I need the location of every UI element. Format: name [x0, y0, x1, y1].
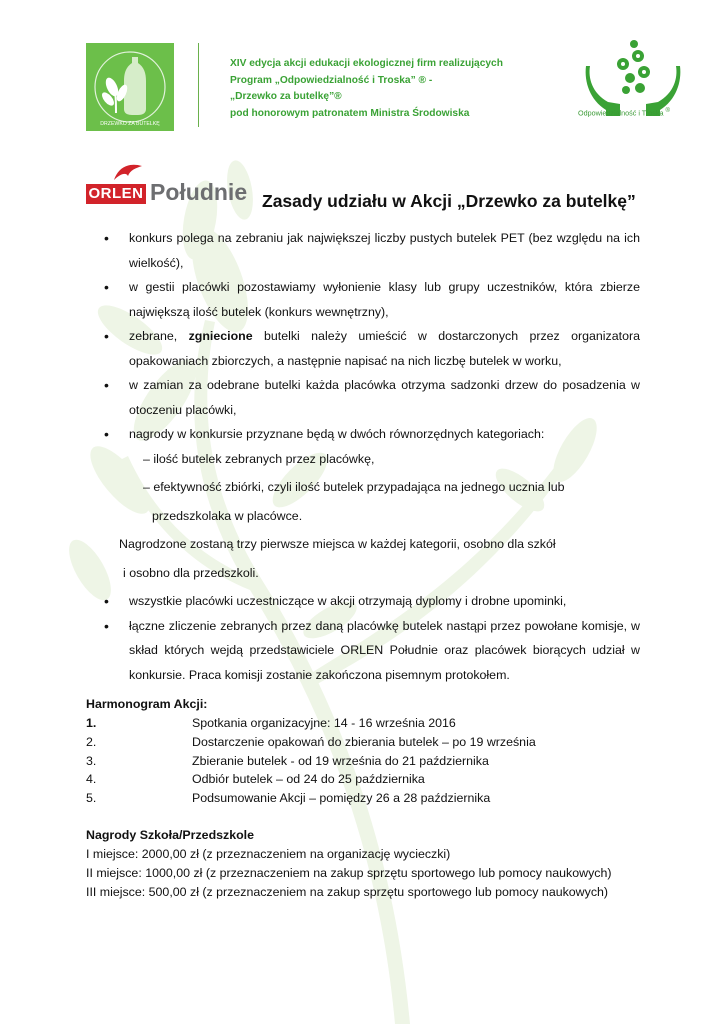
prizes-title: Nagrody Szkoła/Przedszkole — [86, 828, 255, 842]
category-item-cont: przedszkolaka w placówce. — [152, 508, 303, 523]
orlen-wordmark: ORLEN — [86, 184, 146, 204]
awarded-note: Nagrodzone zostaną trzy pierwsze miejsca w każdej kategorii, osobno dla szkół — [119, 537, 556, 551]
header-text — [230, 56, 503, 122]
schedule-row: 1. Spotkania organizacyjne: 14 - 16 września 2016 — [86, 716, 456, 730]
emphasis: zgniecione — [188, 329, 253, 343]
partner-caption: Odpowiedzialność i Troska ® — [578, 108, 670, 118]
poludnie-wordmark: Południe — [150, 179, 248, 205]
prize-line: I miejsce: 2000,00 zł (z przeznaczeniem na organizację wycieczki) — [86, 847, 451, 861]
prize-line: II miejsce: 1000,00 zł (z przeznaczeniem na zakup sprzętu sportowego lub pomocy naukowych) — [86, 866, 612, 880]
prize-line: III miejsce: 500,00 zł (z przeznaczeniem na zakup sprzętu sportowego lub pomocy naukowych) — [86, 885, 609, 899]
schedule-row: 4. Odbiór butelek – od 24 do 25 października — [86, 772, 425, 786]
category-item: – ilość butelek zebranych przez placówkę, — [143, 451, 375, 466]
schedule-row: 3. Zbieranie butelek - od 19 września do 21 października — [86, 754, 489, 768]
rule-item: • wszystkie placówki uczestniczące w akcji otrzymają dyplomy i drobne upominki, — [100, 589, 640, 614]
rules-list — [100, 226, 640, 687]
eagle-icon — [112, 162, 146, 182]
rule-item: • zebrane, zgniecione butelki należy umieścić w dostarczonych przez organizatora opakowaniach zbiorczych, a następnie napisać na nich liczbę butelek w worku, — [100, 324, 640, 373]
orlen-logo — [86, 162, 258, 208]
rule-item: • w gestii placówki pozostawiamy wyłonienie klasy lub grupy uczestników, która zbierze największą ilość butelek (konkurs wewnętrzny), — [100, 275, 640, 324]
rule-item: • w zamian za odebrane butelki każda placówka otrzyma sadzonki drzew do posadzenia w otoczeniu placówki, — [100, 373, 640, 422]
header-line: pod honorowym patronatem Ministra Środowiska — [230, 107, 470, 119]
schedule-title: Harmonogram Akcji: — [86, 697, 208, 711]
drzewko-logo — [86, 43, 174, 131]
logo-text: DRZEWKO ZA BUTELKĘ — [100, 121, 160, 127]
rule-item: • łączne zliczenie zebranych przez daną placówkę butelek nastąpi przez powołane komisje, w skład których wejdą przedstawiciele ORLEN Południe oraz placówek biorących udział w konkursie. Praca komisji zostanie zakończona pisemnym protokołem. — [100, 614, 640, 688]
header-divider — [198, 43, 199, 127]
rule-item: • konkurs polega na zebraniu jak największej liczby pustych butelek PET (bez względu na ich wielkość), — [100, 226, 640, 275]
page-title: Zasady udziału w Akcji „Drzewko za butelkę” — [262, 191, 636, 211]
header-line: „Drzewko za butelkę”® — [230, 91, 342, 102]
header-line: XIV edycja akcji edukacji ekologicznej firm realizujących — [230, 58, 503, 69]
awarded-note-cont: i osobno dla przedszkoli. — [123, 565, 259, 580]
schedule-row: 2. Dostarczenie opakowań do zbierania butelek – po 19 września — [86, 735, 536, 749]
rule-item: • nagrody w konkursie przyznane będą w dwóch równorzędnych kategoriach: — [100, 422, 640, 447]
schedule-row: 5. Podsumowanie Akcji – pomiędzy 26 a 28 października — [86, 791, 491, 805]
category-item: – efektywność zbiórki, czyli ilość butelek przypadająca na jednego ucznia lub — [143, 480, 565, 494]
header-line: Program „Odpowiedzialność i Troska” ® - — [230, 74, 433, 86]
